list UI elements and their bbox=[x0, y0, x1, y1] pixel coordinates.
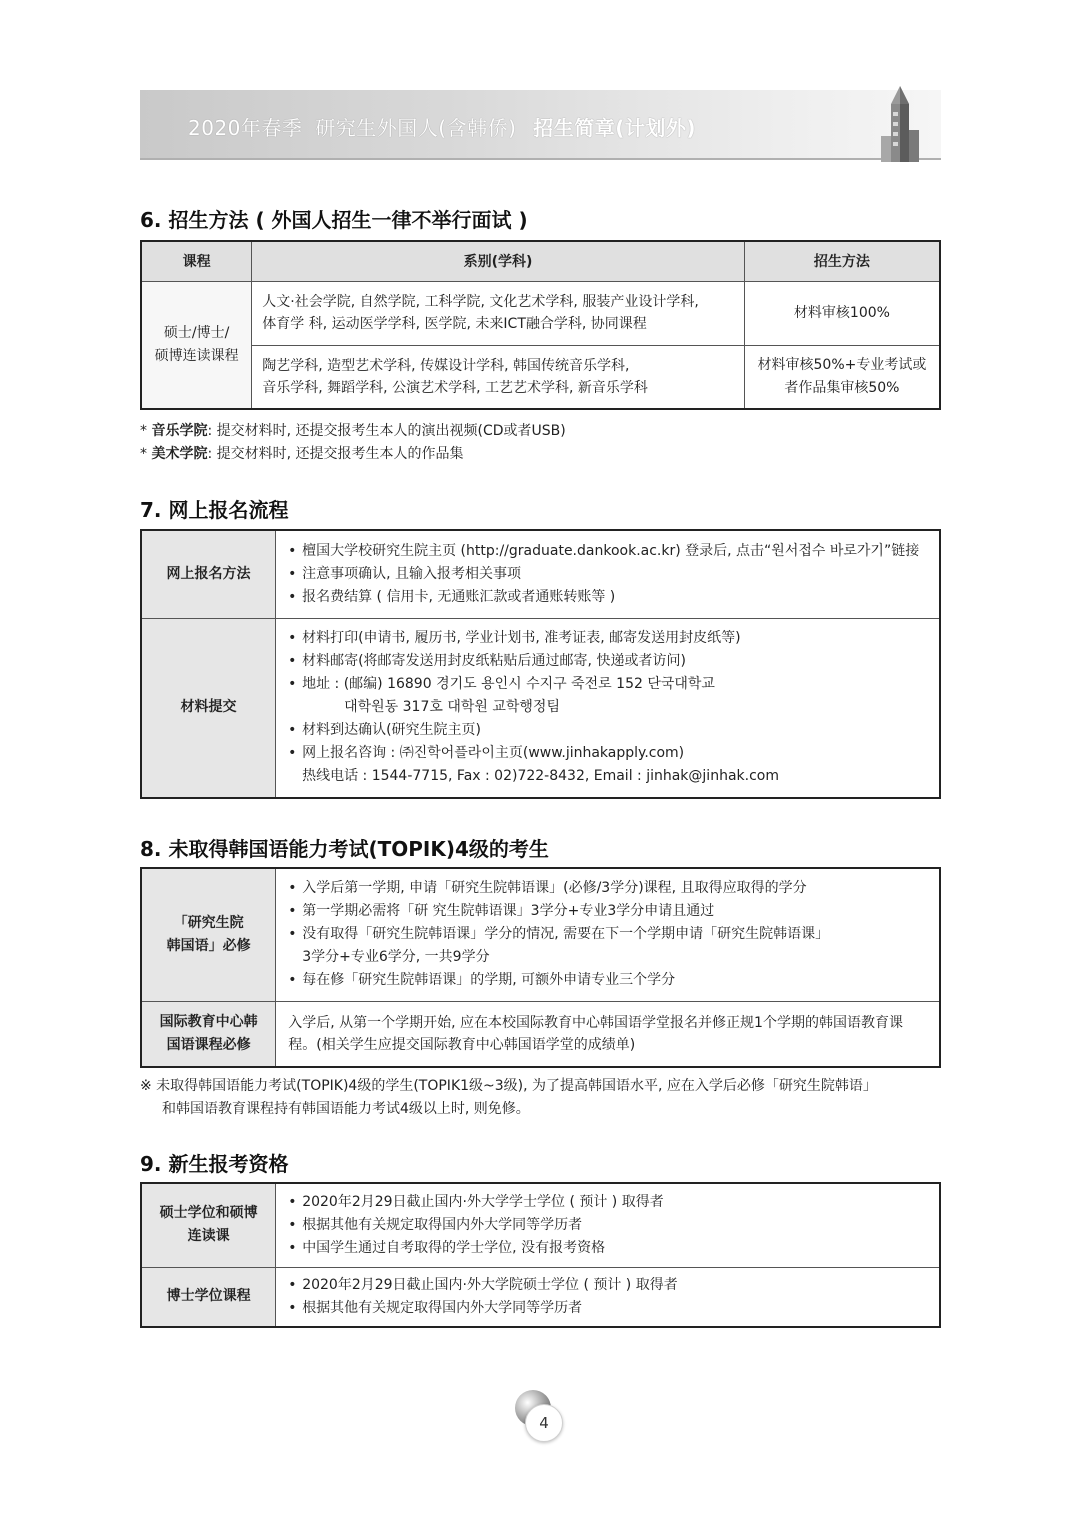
note-art-text: : 提交材料时, 还提交报考生本人的作品集 bbox=[207, 446, 464, 462]
list-item: • 每在修「研究生院韩语课」的学期, 可额外申请专业三个学分 bbox=[286, 969, 929, 992]
page-number: 4 bbox=[525, 1404, 563, 1442]
departments-cell: 陶艺学科, 造型艺术学科, 传媒设计学科, 韩国传统音乐学科, 音乐学科, 舞蹈学科, 公演艺术学科, 工艺艺术学科, 新音乐学科 bbox=[252, 345, 745, 409]
intl-center-label: 国际教育中心韩 国语课程必修 bbox=[141, 1001, 276, 1067]
header-subject: 研究生外国人(含韩侨) bbox=[315, 116, 517, 140]
list-item: • 中国学生通过自考取得的学士学位, 没有报考资格 bbox=[286, 1237, 929, 1260]
topik-note-line2: 和韩国语教育课程持有韩国语能力考试4级以上时, 则免修。 bbox=[162, 1101, 530, 1117]
list-item: • 根据其他有关规定取得国内外大学同等学历者 bbox=[286, 1214, 929, 1237]
tower-logo-icon bbox=[877, 86, 923, 162]
credits-continuation: 3学分+专业6学分, 一共9学分 bbox=[302, 949, 490, 966]
list-item: • 2020年2月29日截止国内·外大学院硕士学位 ( 预计 ) 取得者 bbox=[286, 1274, 929, 1297]
list-item: • 2020年2月29日截止国内·外大学学士学位 ( 预计 ) 取得者 bbox=[286, 1191, 929, 1214]
page-number-badge bbox=[515, 1390, 565, 1440]
header-plan: 招生简章(计划外) bbox=[533, 116, 697, 140]
graduate-korean-list bbox=[286, 877, 929, 946]
departments-cell: 人文·社会学院, 自然学院, 工科学院, 文化艺术学科, 服装产业设计学科, 体育学 科, 运动医学学科, 医学院, 未来ICT融合学科, 协同课程 bbox=[252, 281, 745, 345]
online-application-table bbox=[140, 529, 941, 799]
list-item: • 入学后第一学期, 申请「研究生院韩语课」(必修/3学分)课程, 且取得应取得的学分 bbox=[286, 877, 929, 900]
section-6-title: 6. 招生方法 ( 外国人招生一律不举行面试 ) bbox=[140, 208, 528, 232]
table-row bbox=[141, 345, 940, 409]
table-header-row bbox=[141, 241, 940, 281]
method-cell: 材料审核100% bbox=[744, 281, 940, 345]
hotline-text: 热线电话 : 1544-7715, Fax : 02)722-8432, Email : jinhak@jinhak.com bbox=[302, 768, 779, 785]
list-item: • 网上报名咨询 : ㈜진학어플라이主页(www.jinhakapply.com) bbox=[286, 742, 929, 765]
online-method-list bbox=[286, 540, 929, 609]
col-header-department: 系别(学科) bbox=[252, 241, 745, 281]
note-music: * 音乐学院: 提交材料时, 还提交报考生本人的演出视频(CD或者USB) bbox=[140, 423, 566, 439]
table-row bbox=[141, 281, 940, 345]
list-item: • 报名费结算 ( 信用卡, 无通账汇款或者通账转账等 ) bbox=[286, 586, 929, 609]
doctoral-list bbox=[286, 1274, 929, 1320]
note-art: * 美术学院: 提交材料时, 还提交报考生本人的作品集 bbox=[140, 446, 464, 462]
list-item: • 地址 : (邮编) 16890 경기도 용인시 수지구 죽전로 152 단국대학교 bbox=[286, 673, 929, 696]
topik-note-line1: ※ 未取得韩国语能力考试(TOPIK)4级的学生(TOPIK1级~3级), 为了提高韩国语水平, 应在入学后必修「研究生院韩语」 bbox=[140, 1078, 877, 1094]
admission-method-table bbox=[140, 240, 941, 410]
section-7-title: 7. 网上报名流程 bbox=[140, 498, 289, 522]
col-header-method: 招生方法 bbox=[744, 241, 940, 281]
graduate-korean-label: 「研究生院 韩国语」必修 bbox=[141, 868, 276, 1001]
method-cell: 材料审核50%+专业考试或 者作品集审核50% bbox=[744, 345, 940, 409]
graduate-korean-list-2 bbox=[286, 969, 929, 992]
doctoral-label: 博士学位课程 bbox=[141, 1267, 276, 1327]
list-item: • 材料邮寄(将邮寄发送用封皮纸粘贴后通过邮寄, 快递或者访问) bbox=[286, 650, 929, 673]
list-item: • 材料打印(申请书, 履历书, 学业计划书, 准考证表, 邮寄发送用封皮纸等) bbox=[286, 627, 929, 650]
list-item: • 没有取得「研究生院韩语课」学分的情况, 需要在下一个学期申请「研究生院韩语课」 bbox=[286, 923, 929, 946]
documents-list-2 bbox=[286, 719, 929, 765]
table-row bbox=[141, 530, 940, 618]
list-item: • 檀国大学校研究生院主页 (http://graduate.dankook.ac.kr) 登录后, 点击“원서접수 바로가기”链接 bbox=[286, 540, 929, 563]
online-method-label: 网上报名方法 bbox=[141, 530, 276, 618]
table-row bbox=[141, 1267, 940, 1327]
eligibility-table bbox=[140, 1182, 941, 1328]
documents-list bbox=[286, 627, 929, 696]
table-row bbox=[141, 1001, 940, 1067]
table-row bbox=[141, 868, 940, 1001]
header-year-season: 2020年春季 bbox=[188, 116, 303, 140]
list-item: • 材料到达确认(研究生院主页) bbox=[286, 719, 929, 742]
masters-list bbox=[286, 1191, 929, 1260]
section-9-title: 9. 新生报考资格 bbox=[140, 1152, 289, 1176]
page-header-title bbox=[188, 112, 696, 141]
documents-label: 材料提交 bbox=[141, 618, 276, 798]
program-cell: 硕士/博士/ 硕博连读课程 bbox=[141, 281, 252, 409]
table-row bbox=[141, 1183, 940, 1267]
list-item: • 第一学期必需将「研 究生院韩语课」3学分+专业3学分申请且通过 bbox=[286, 900, 929, 923]
section-8-title: 8. 未取得韩国语能力考试(TOPIK)4级的考生 bbox=[140, 837, 549, 861]
table-row bbox=[141, 618, 940, 798]
col-header-program: 课程 bbox=[141, 241, 252, 281]
topik-table bbox=[140, 867, 941, 1068]
note-music-label: 音乐学院 bbox=[151, 423, 208, 439]
header-banner bbox=[140, 90, 941, 160]
list-item: • 注意事项确认, 且输入报考相关事项 bbox=[286, 563, 929, 586]
masters-label: 硕士学位和硕博 连读课 bbox=[141, 1183, 276, 1267]
note-art-label: 美术学院 bbox=[151, 446, 208, 462]
note-music-text: : 提交材料时, 还提交报考生本人的演出视频(CD或者USB) bbox=[207, 423, 566, 439]
list-item: • 根据其他有关规定取得国内外大学同等学历者 bbox=[286, 1297, 929, 1320]
address-continuation: 대학원동 317호 대학원 교학행정팀 bbox=[344, 699, 560, 716]
intl-center-text: 入学后, 从第一个学期开始, 应在本校国际教育中心韩国语学堂报名并修正规1个学期的韩国语教育课程。(相关学生应提交国际教育中心韩国语学堂的成绩单) bbox=[276, 1001, 940, 1067]
